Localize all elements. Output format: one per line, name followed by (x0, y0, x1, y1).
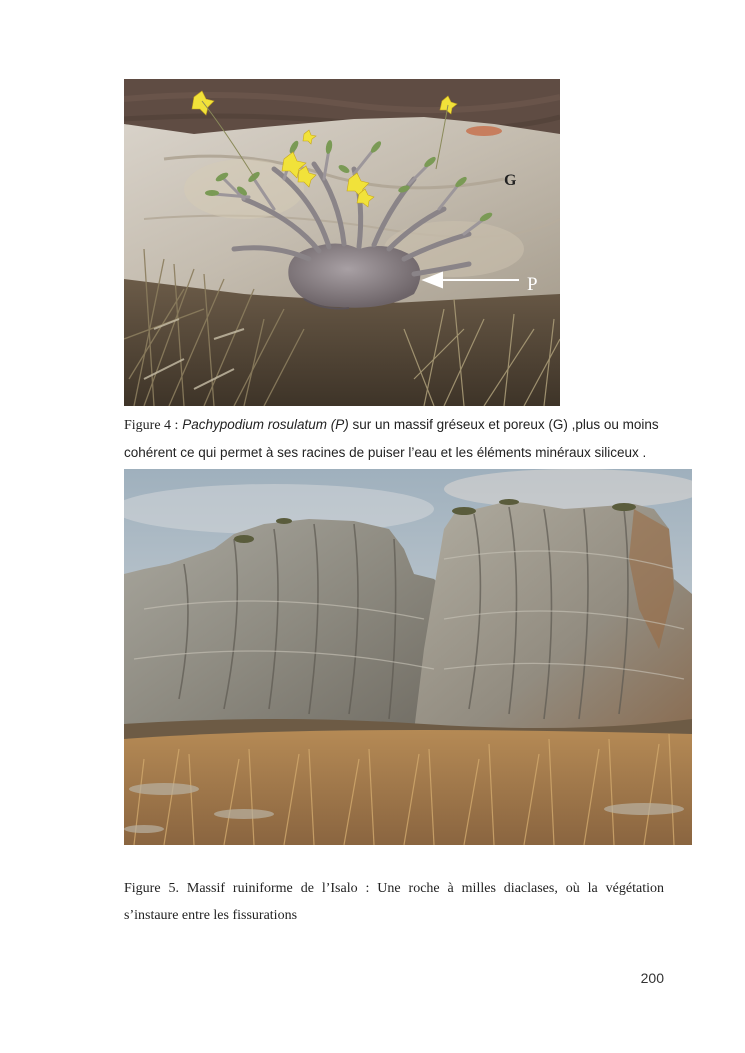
figure-4-caption (124, 411, 684, 466)
figure-5-caption-line2: s’instaure entre les fissurations (124, 908, 298, 923)
plant-label-p: P (527, 274, 538, 295)
rock-label-g: G (504, 172, 517, 189)
figure-4-number: Figure 4 : (124, 418, 179, 433)
figure-4-caption-line2: cohérent ce qui permet à ses racines de puiser l’eau et les éléments minéraux siliceux . (124, 445, 647, 460)
figure-4-species: Pachypodium rosulatum (P) (182, 417, 349, 432)
figure-5-caption-line1: Figure 5. Massif ruiniforme de l’Isalo : Une roche à milles diaclases, où la végétation (124, 881, 664, 896)
figure-5-caption (124, 875, 664, 929)
isalo-massif-photo (124, 469, 692, 845)
page-number: 200 (640, 970, 664, 986)
pachypodium-photo (124, 79, 560, 406)
figure-4-caption-line1: sur un massif gréseux et poreux (G) ,plus ou moins (348, 417, 659, 432)
